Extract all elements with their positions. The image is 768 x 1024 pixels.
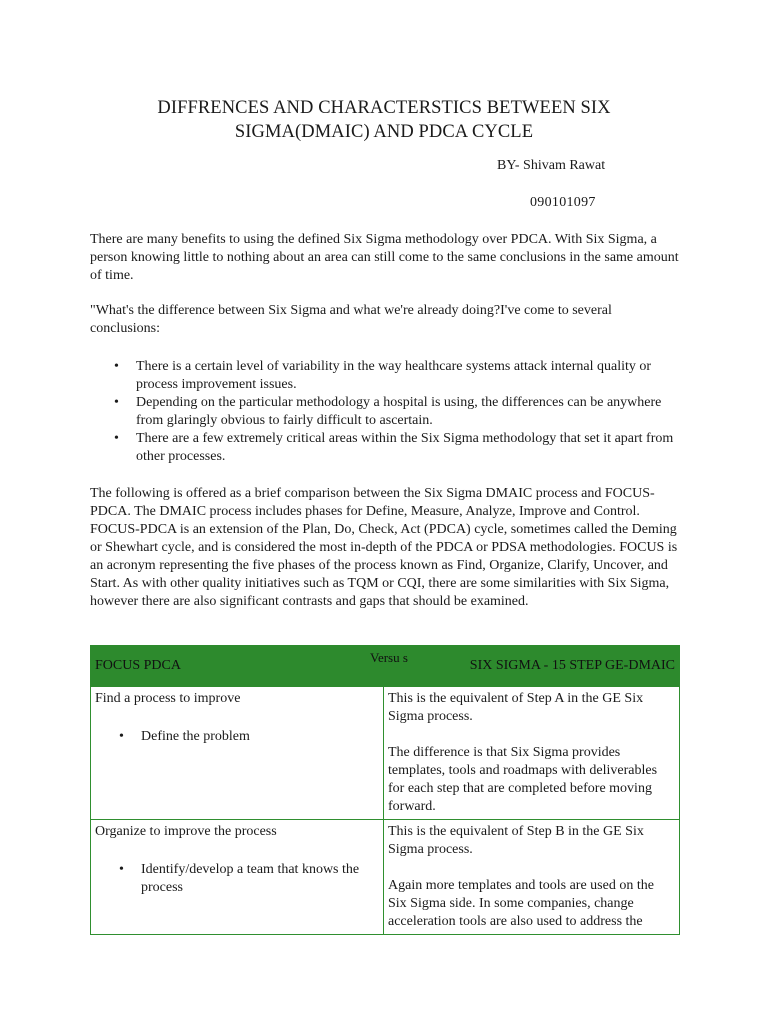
list-item-text: Depending on the particular methodology a hospital is using, the differences can be anywhere from glaringly obvious to fairly difficult to ascertain. <box>136 395 662 428</box>
step-title: Organize to improve the process <box>95 824 277 839</box>
question-paragraph: "What's the difference between Six Sigma and what we're already doing?I've come to several conclusions: <box>90 303 612 336</box>
difference-text: The difference is that Six Sigma provides templates, tools and roadmaps with deliverables for each step that are completed before moving forward. <box>388 745 658 814</box>
header-focus-pdca: FOCUS PDCA <box>91 646 384 687</box>
bullet-icon: • <box>114 395 119 410</box>
intro-paragraph: There are many benefits to using the defined Six Sigma methodology over PDCA. With Six Sigma, a person knowing little to nothing about an area can still come to the same conclusions in the same amount of time. <box>90 232 679 283</box>
equivalent-text: This is the equivalent of Step B in the GE Six Sigma process. <box>388 824 644 857</box>
title-line-1: DIFFRENCES AND CHARACTERSTICS BETWEEN SIX <box>157 98 611 118</box>
table-cell-right <box>384 820 680 935</box>
table-cell-left <box>91 687 384 820</box>
bullet-icon: • <box>114 431 119 446</box>
step-bullet: • Identify/develop a team that knows the process <box>119 862 360 895</box>
bullet-icon: • <box>119 729 124 744</box>
table-row <box>91 687 680 820</box>
conclusions-list <box>90 358 680 466</box>
document-title <box>100 96 668 144</box>
bullet-icon: • <box>114 359 119 374</box>
list-item <box>90 358 680 394</box>
list-item <box>90 394 680 430</box>
step-bullet: • Define the problem <box>119 729 250 744</box>
difference-text: Again more templates and tools are used on the Six Sigma side. In some companies, change acceleration tools are also used to address the <box>388 878 654 929</box>
list-item-text: There is a certain level of variability in the way healthcare systems attack internal quality or process improvement issues. <box>136 359 652 392</box>
comparison-paragraph: The following is offered as a brief comparison between the Six Sigma DMAIC process and FOCUS-PDCA. The DMAIC process includes phases for Define, Measure, Analyze, Improve and Control. FOCUS-PDCA is an extension of the Plan, Do, Check, Act (PDCA) cycle, sometimes called the Deming or Shewhart cycle, and is considered the most in-depth of the PDCA or PDSA methodologies. FOCUS is an acronym representing the five phases of the process known as Find, Organize, Clarify, Uncover, and Start. As with other quality initiatives such as TQM or CQI, there are some similarities with Six Sigma, however there are also significant contrasts and gaps that should be examined. <box>90 486 678 609</box>
list-item <box>90 430 680 466</box>
header-versus: Versu s <box>384 646 396 687</box>
equivalent-text: This is the equivalent of Step A in the GE Six Sigma process. <box>388 691 644 724</box>
table-cell-left <box>91 820 384 935</box>
title-line-2: SIGMA(DMAIC) AND PDCA CYCLE <box>234 122 534 142</box>
bullet-icon: • <box>119 862 124 877</box>
header-six-sigma: SIX SIGMA - 15 STEP GE-DMAIC <box>396 646 680 687</box>
table-header-row <box>91 646 680 687</box>
step-title: Find a process to improve <box>95 691 241 706</box>
author-byline: BY- Shivam Rawat <box>497 158 606 173</box>
list-item-text: There are a few extremely critical areas within the Six Sigma methodology that set it apart from other processes. <box>136 431 674 464</box>
table-row <box>91 820 680 935</box>
table-cell-right <box>384 687 680 820</box>
roll-number: 090101097 <box>530 195 596 210</box>
comparison-table <box>90 645 680 935</box>
